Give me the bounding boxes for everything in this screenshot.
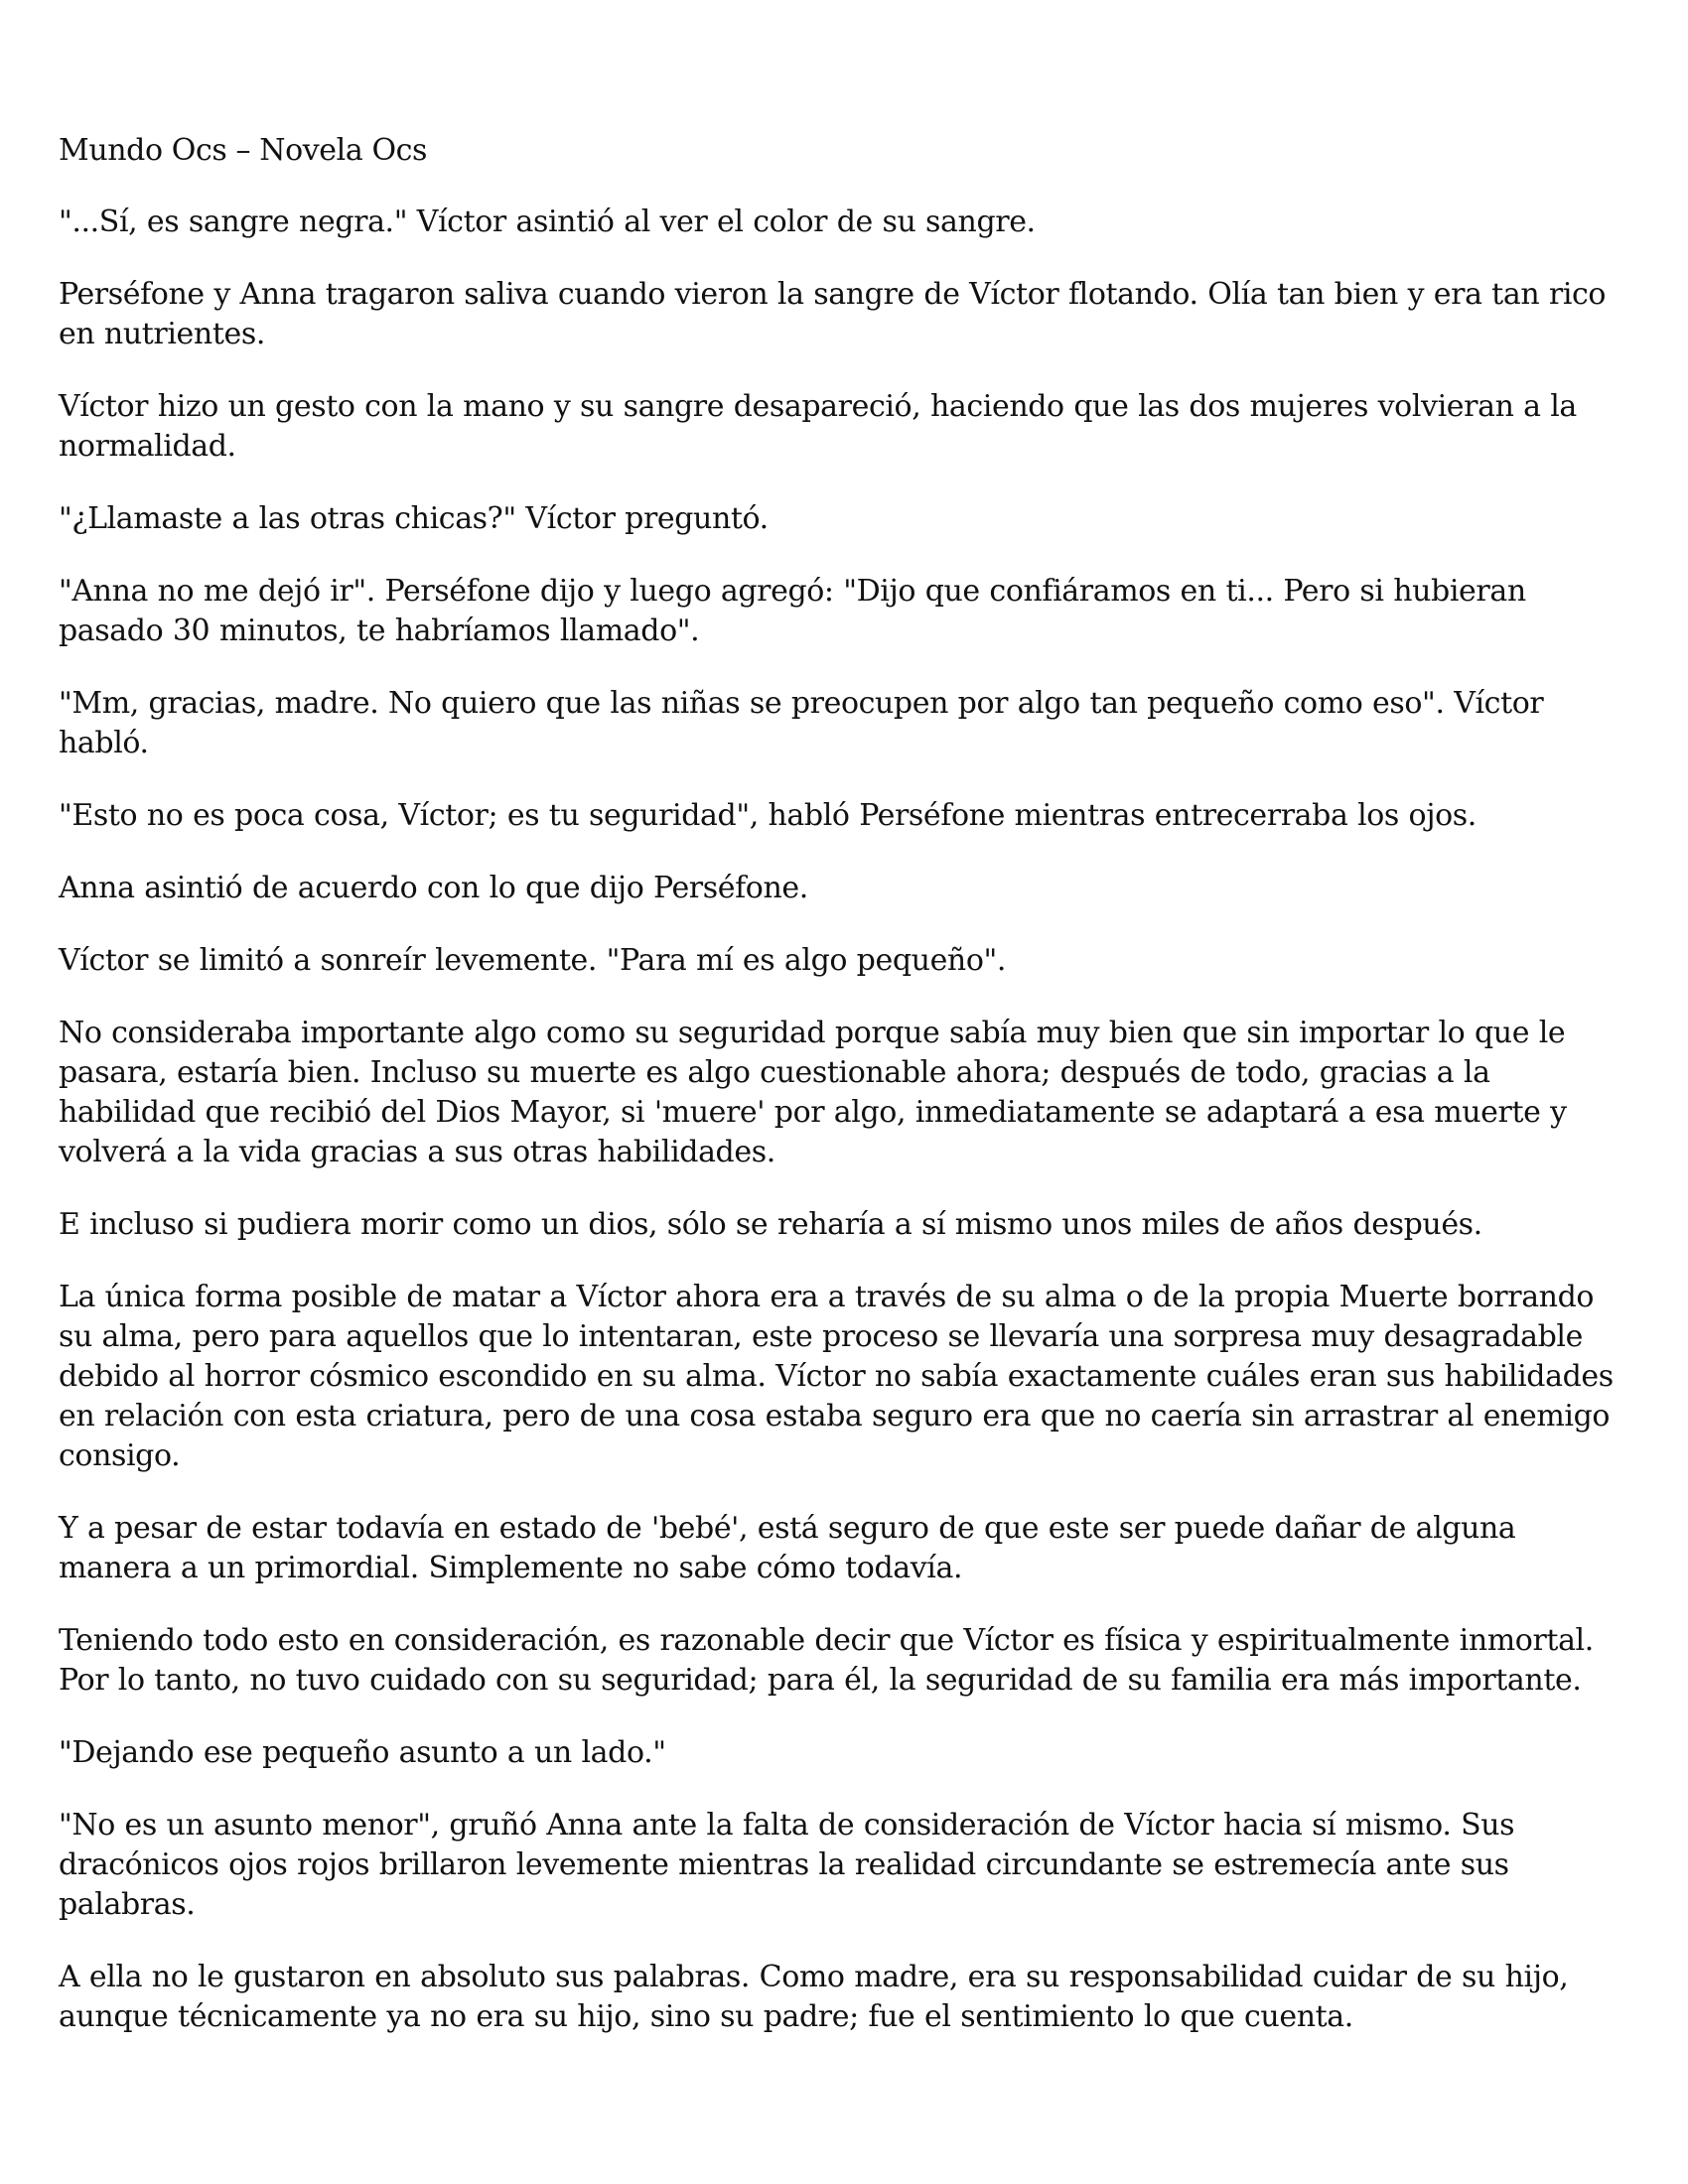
paragraph: "No es un asunto menor", gruñó Anna ante la falta de consideración de Víctor hacia sí mismo. Sus dracónicos ojos rojos brillaron levemente mientras la realidad circundante se estremecía ante sus palabras. — [59, 1808, 1515, 1922]
paragraph: "...Sí, es sangre negra." Víctor asintió al ver el color de su sangre. — [59, 205, 1036, 239]
paragraph: Anna asintió de acuerdo con lo que dijo Perséfone. — [59, 871, 808, 905]
paragraph: "Dejando ese pequeño asunto a un lado." — [59, 1735, 666, 1770]
paragraph: Teniendo todo esto en consideración, es razonable decir que Víctor es física y espiritualmente inmortal. Por lo tanto, no tuvo cuidado con su seguridad; para él, la seguridad de su familia era más importante. — [59, 1623, 1594, 1698]
paragraph: "Anna no me dejó ir". Perséfone dijo y luego agregó: "Dijo que confiáramos en ti... Pero si hubieran pasado 30 minutos, te habríamos llamado". — [59, 574, 1526, 648]
paragraph: "Esto no es poca cosa, Víctor; es tu seguridad", habló Perséfone mientras entrecerraba los ojos. — [59, 798, 1477, 833]
paragraph: Víctor se limitó a sonreír levemente. "Para mí es algo pequeño". — [59, 943, 1007, 978]
paragraph: Y a pesar de estar todavía en estado de 'bebé', está seguro de que este ser puede dañar de alguna manera a un primordial. Simplemente no sabe cómo todavía. — [59, 1511, 1516, 1585]
paragraph: Perséfone y Anna tragaron saliva cuando vieron la sangre de Víctor flotando. Olía tan bien y era tan rico en nutrientes. — [59, 277, 1607, 351]
paragraph: "Mm, gracias, madre. No quiero que las niñas se preocupen por algo tan pequeño como eso". Víctor habló. — [59, 686, 1544, 760]
paragraph: No consideraba importante algo como su seguridad porque sabía muy bien que sin importar lo que le pasara, estaría bien. Incluso su muerte es algo cuestionable ahora; después de todo, gracias a la habilidad que recibió del Dios Mayor, si 'muere' por algo, inmediatamente se adaptará a esa muerte y volverá a la vida gracias a sus otras habilidades. — [59, 1016, 1567, 1169]
paragraph: Víctor hizo un gesto con la mano y su sangre desapareció, haciendo que las dos mujeres volvieran a la normalidad. — [59, 389, 1577, 464]
paragraph: A ella no le gustaron en absoluto sus palabras. Como madre, era su responsabilidad cuidar de su hijo, aunque técnicamente ya no era su hijo, sino su padre; fue el sentimiento lo que cuenta. — [59, 1960, 1569, 2034]
paragraph: La única forma posible de matar a Víctor ahora era a través de su alma o de la propia Muerte borrando su alma, pero para aquellos que lo intentaran, este proceso se llevaría una sorpresa muy desagradable debido al horror cósmico escondido en su alma. Víctor no sabía exactamente cuáles eran sus habilidades en relación con esta criatura, pero de una cosa estaba seguro era que no caería sin arrastrar al enemigo consigo. — [59, 1280, 1614, 1473]
paragraph: "¿Llamaste a las otras chicas?" Víctor preguntó. — [59, 501, 769, 536]
document-header: Mundo Ocs – Novela Ocs — [59, 133, 428, 168]
paragraph: E incluso si pudiera morir como un dios, sólo se reharía a sí mismo unos miles de años después. — [59, 1207, 1482, 1242]
